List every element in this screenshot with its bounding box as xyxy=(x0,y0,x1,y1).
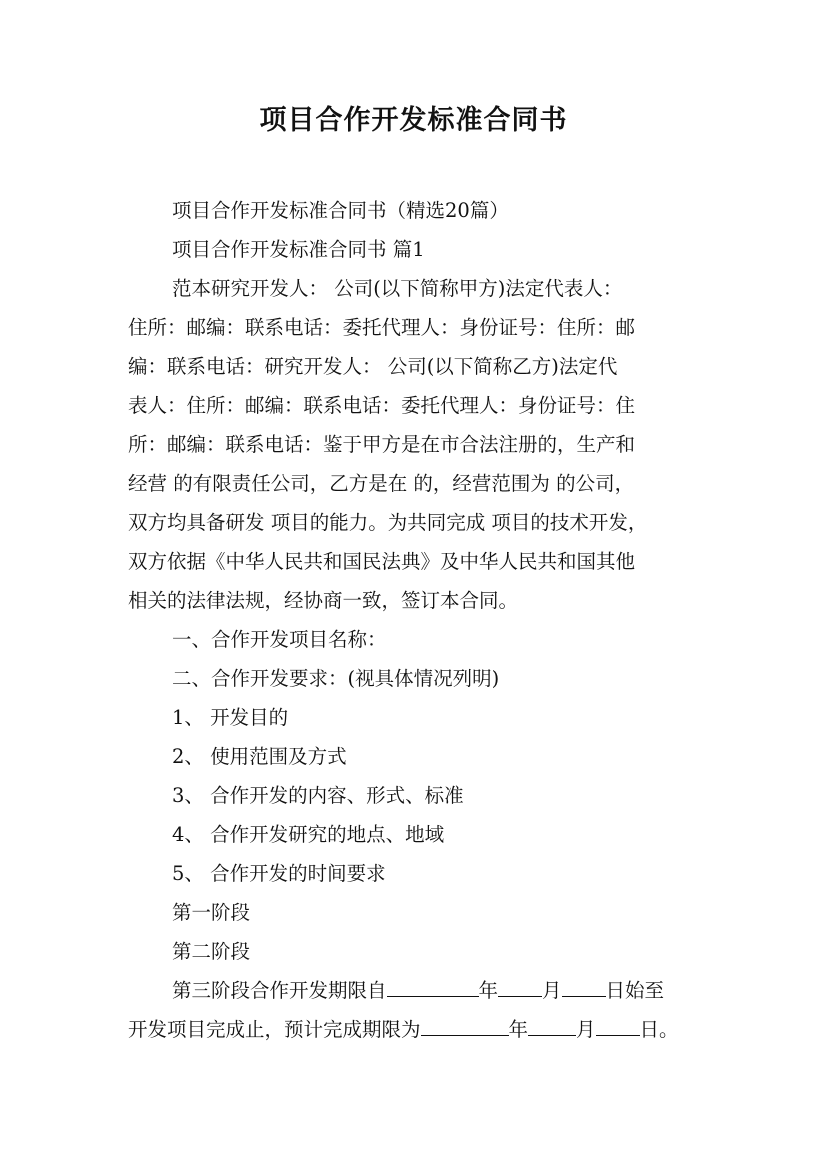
section-one-heading: 一、合作开发项目名称： xyxy=(172,628,387,651)
blank-line xyxy=(498,974,542,997)
document-title: 项目合作开发标准合同书 xyxy=(259,105,568,136)
completion-text: 开发项目完成止，预计完成期限为 xyxy=(128,1018,421,1041)
stage-one: 第一阶段 xyxy=(172,901,251,924)
paragraph-subtitle: 项目合作开发标准合同书（精选20篇） xyxy=(172,199,509,222)
section-two-heading: 二、合作开发要求：(视具体情况列明) xyxy=(172,667,500,690)
party-line: 经营 的有限责任公司，乙方是在 的，经营范围为 的公司， xyxy=(128,472,635,495)
month-label: 月 xyxy=(576,1018,596,1041)
stage-three-line xyxy=(128,971,708,1010)
blank-line xyxy=(562,974,606,997)
party-line: 相关的法律法规，经协商一致，签订本合同。 xyxy=(128,589,519,612)
list-item: 2、 使用范围及方式 xyxy=(172,745,347,768)
party-line: 双方均具备研发 项目的能力。为共同完成 项目的技术开发， xyxy=(128,511,648,534)
party-line: 表人：住所：邮编：联系电话：委托代理人：身份证号：住 xyxy=(128,394,636,417)
blank-line xyxy=(387,974,479,997)
day-label: 日。 xyxy=(639,1018,679,1041)
list-item: 1、 开发目的 xyxy=(172,706,289,729)
party-line: 住所：邮编：联系电话：委托代理人：身份证号：住所：邮 xyxy=(128,316,636,339)
blank-line xyxy=(421,1013,509,1036)
month-label: 月 xyxy=(542,979,562,1002)
party-line: 双方依据《中华人民共和国民法典》及中华人民共和国其他 xyxy=(128,550,636,573)
blank-line xyxy=(596,1013,640,1036)
list-item: 5、 合作开发的时间要求 xyxy=(172,862,386,885)
list-item: 3、 合作开发的内容、形式、标准 xyxy=(172,784,464,807)
party-line: 范本研究开发人： 公司(以下简称甲方)法定代表人： xyxy=(172,277,623,300)
day-label: 日始至 xyxy=(605,979,665,1002)
stage-two: 第二阶段 xyxy=(172,940,251,963)
year-label: 年 xyxy=(508,1018,529,1041)
blank-line xyxy=(528,1013,576,1036)
list-item: 4、 合作开发研究的地点、地域 xyxy=(172,823,445,846)
completion-line xyxy=(128,1010,708,1049)
party-line: 所：邮编：联系电话：鉴于甲方是在市合法注册的，生产和 xyxy=(128,433,636,456)
year-label: 年 xyxy=(478,979,499,1002)
stage-three-text: 第三阶段合作开发期限自 xyxy=(172,979,387,1002)
party-line: 编：联系电话：研究开发人： 公司(以下简称乙方)法定代 xyxy=(128,355,618,378)
paragraph-heading: 项目合作开发标准合同书 篇1 xyxy=(172,238,425,261)
document-body xyxy=(128,191,708,1049)
